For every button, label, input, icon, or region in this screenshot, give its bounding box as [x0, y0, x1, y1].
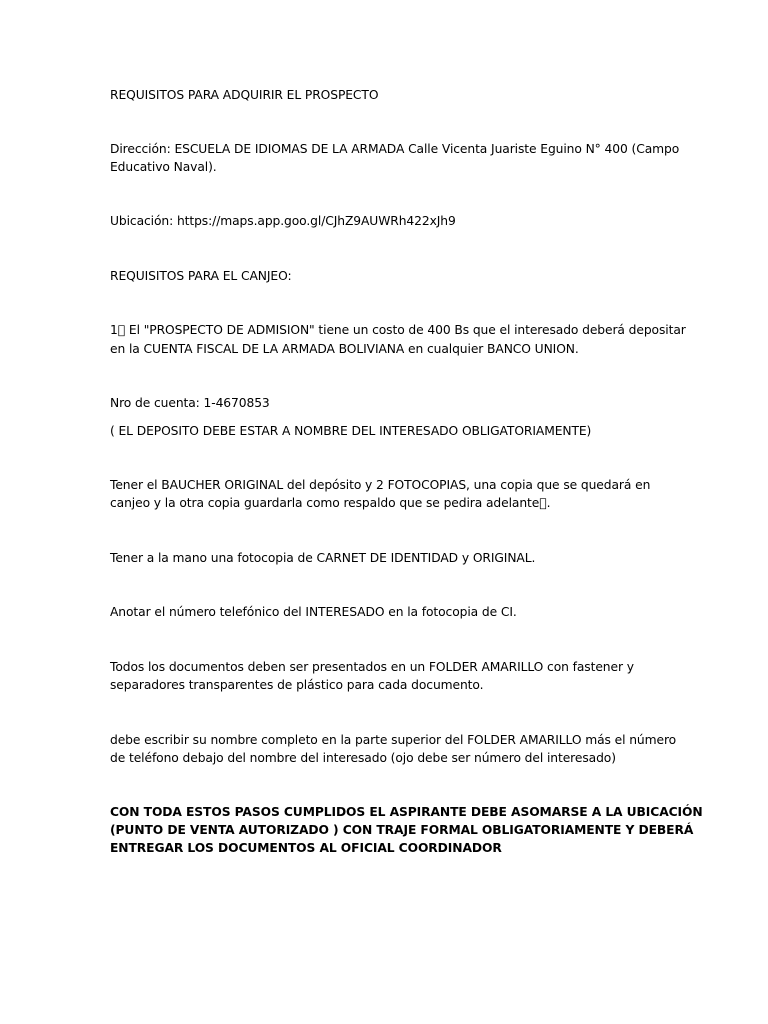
- ubicacion-line: Ubicación: https://maps.app.goo.gl/CJhZ9AUWRh422xJh9: [110, 214, 456, 228]
- direccion-line-2: Educativo Naval).: [110, 160, 217, 174]
- nombre-line-1: debe escribir su nombre completo en la parte superior del FOLDER AMARILLO más el número: [110, 733, 677, 747]
- direccion-line-1: Dirección: ESCUELA DE IDIOMAS DE LA ARMADA Calle Vicenta Juariste Eguino N° 400 (Campo: [110, 142, 680, 156]
- cuenta-line: Nro de cuenta: 1-4670853: [110, 396, 270, 410]
- nombre-line-2: de teléfono debajo del nombre del interesado (ojo debe ser número del interesado): [110, 751, 616, 765]
- carnet-line: Tener a la mano una fotocopia de CARNET DE IDENTIDAD y ORIGINAL.: [110, 551, 536, 565]
- deposito-note: ( EL DEPOSITO DEBE ESTAR A NOMBRE DEL INTERESADO OBLIGATORIAMENTE): [110, 424, 592, 438]
- final-line-2: (PUNTO DE VENTA AUTORIZADO ) CON TRAJE FORMAL OBLIGATORIAMENTE Y DEBERÁ: [110, 823, 694, 837]
- telefono-line: Anotar el número telefónico del INTERESADO en la fotocopia de CI.: [110, 605, 517, 619]
- folder-line-2: separadores transparentes de plástico para cada documento.: [110, 678, 484, 692]
- canje-heading: REQUISITOS PARA EL CANJEO:: [110, 269, 292, 283]
- paso1-line-2: en la CUENTA FISCAL DE LA ARMADA BOLIVIANA en cualquier BANCO UNION.: [110, 342, 579, 356]
- paso1-line-1: 1⃣ El "PROSPECTO DE ADMISION" tiene un costo de 400 Bs que el interesado deberá depositar: [110, 323, 686, 337]
- folder-line-1: Todos los documentos deben ser presentados en un FOLDER AMARILLO con fastener y: [110, 660, 634, 674]
- document-title: REQUISITOS PARA ADQUIRIR EL PROSPECTO: [110, 88, 379, 102]
- final-line-1: CON TODA ESTOS PASOS CUMPLIDOS EL ASPIRANTE DEBE ASOMARSE A LA UBICACIÓN: [110, 805, 703, 819]
- baucher-line-2: canjeo y la otra copia guardarla como respaldo que se pedira adelante⃣.: [110, 496, 551, 510]
- final-line-3: ENTREGAR LOS DOCUMENTOS AL OFICIAL COORDINADOR: [110, 841, 502, 855]
- baucher-line-1: Tener el BAUCHER ORIGINAL del depósito y 2 FOTOCOPIAS, una copia que se quedará en: [110, 478, 651, 492]
